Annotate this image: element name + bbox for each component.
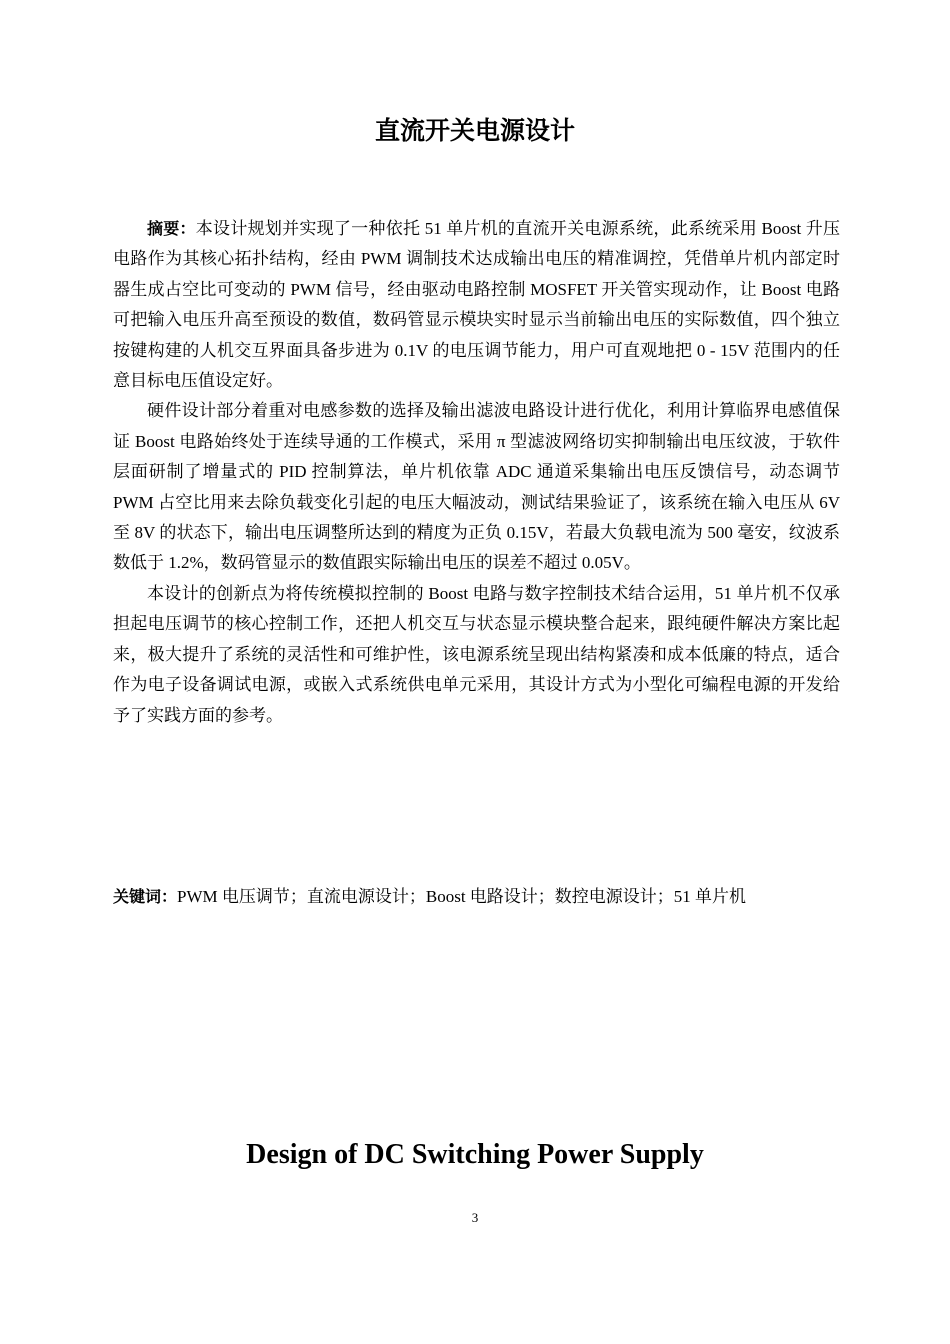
abstract-paragraph-1	[113, 214, 840, 396]
chinese-title: 直流开关电源设计	[374, 116, 575, 145]
english-title: Design of DC Switching Power Supply	[246, 1139, 704, 1170]
abstract-paragraph-3: 本设计的创新点为将传统模拟控制的 Boost 电路与数字控制技术结合运用，51 单片机不仅承担起电压调节的核心控制工作，还把人机交互与状态显示模块整合起来，跟纯硬件解决方案比起来，极大提升了系统的灵活性和可维护性，该电源系统呈现出结构紧凑和成本低廉的特点，适合作为电子设备调试电源，或嵌入式系统供电单元采用，其设计方式为小型化可编程电源的开发给予了实践方面的参考。	[113, 583, 840, 725]
abstract-paragraph-2: 硬件设计部分着重对电感参数的选择及输出滤波电路设计进行优化，利用计算临界电感值保证 Boost 电路始终处于连续导通的工作模式，采用 π 型滤波网络切实抑制输出电压纹波，于软件层面研制了增量式的 PID 控制算法，单片机依靠 ADC 通道采集输出电压反馈信号，动态调节 PWM 占空比用来去除负载变化引起的电压大幅波动，测试结果验证了，该系统在输入电压从 6V 至 8V 的状态下，输出电压调整所达到的精度为正负 0.15V，若最大负载电流为 500 毫安，纹波系数低于 1.2%，数码管显示的数值跟实际输出电压的误差不超过 0.05V。	[113, 401, 840, 573]
page-number: 3	[471, 1210, 479, 1225]
keywords-label: 关键词：	[113, 887, 178, 906]
keywords-line	[113, 883, 840, 911]
keywords-text: PWM 电压调节；直流电源设计；Boost 电路设计；数控电源设计；51 单片机	[177, 887, 747, 906]
abstract-paragraph-1-text: 本设计规划并实现了一种依托 51 单片机的直流开关电源系统，此系统采用 Boost 升压电路作为其核心拓扑结构，经由 PWM 调制技术达成输出电压的精准调控，凭借单片机内部定时器生成占空比可变动的 PWM 信号，经由驱动电路控制 MOSFET 开关管实现动作，让 Boost 电路可把输入电压升高至预设的数值，数码管显示模块实时显示当前输出电压的实际数值，四个独立按键构建的人机交互界面具备步进为 0.1V 的电压调节能力，用户可直观地把 0 - 15V 范围内的任意目标电压值设定好。	[113, 219, 840, 391]
abstract-section	[113, 214, 840, 731]
abstract-label: 摘要：	[147, 219, 196, 238]
